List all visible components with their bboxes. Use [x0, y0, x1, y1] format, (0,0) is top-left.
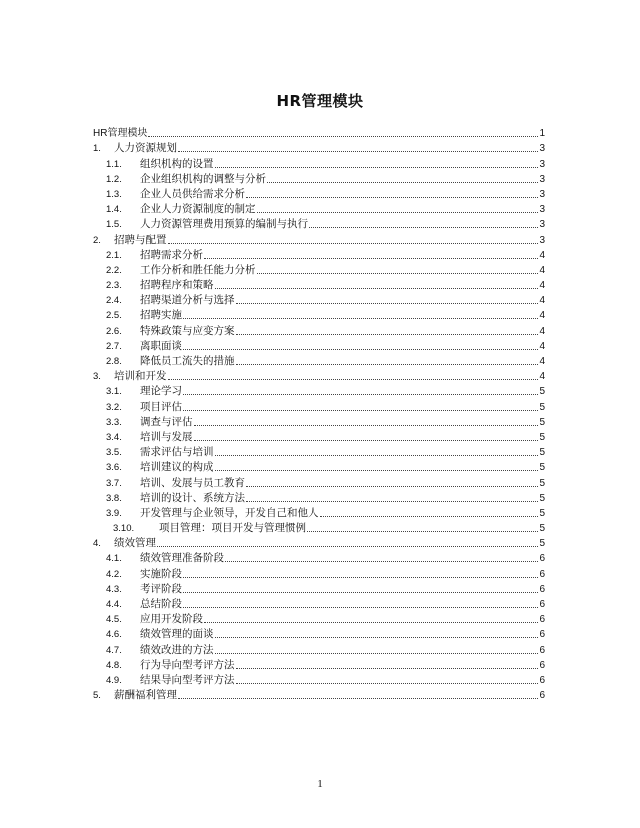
toc-entry-number: 2.2. — [106, 264, 122, 276]
toc-leader-dots — [246, 485, 538, 487]
toc-leader-dots — [215, 469, 539, 471]
toc-entry-label: 招聘渠道分析与选择 — [140, 294, 235, 307]
toc-entry-label: 绩效管理准备阶段 — [140, 552, 224, 565]
toc-entry[interactable] — [93, 383, 545, 398]
toc-leader-dots — [215, 636, 539, 638]
toc-leader-dots — [183, 576, 538, 578]
toc-entry-label: 离职面谈 — [140, 339, 182, 352]
toc-entry[interactable] — [93, 565, 545, 580]
toc-entry[interactable] — [93, 581, 545, 596]
toc-entry-number: 3.10. — [113, 523, 135, 535]
toc-entry[interactable] — [93, 657, 545, 672]
toc-entry-page: 3 — [539, 234, 545, 246]
toc-entry-page: 5 — [539, 492, 545, 504]
toc-entry-page: 1 — [539, 128, 545, 140]
toc-entry[interactable] — [93, 444, 545, 459]
toc-entry-page: 5 — [539, 507, 545, 519]
toc-entry-number: 2.4. — [106, 295, 122, 307]
toc-leader-dots — [236, 333, 539, 335]
toc-entry-label: 调查与评估 — [140, 415, 193, 428]
toc-entry-label: 降低员工流失的措施 — [140, 355, 235, 367]
toc-entry[interactable] — [93, 353, 545, 368]
toc-entry[interactable] — [93, 641, 545, 656]
toc-leader-dots — [215, 454, 539, 456]
toc-entry[interactable] — [93, 490, 545, 505]
toc-leader-dots — [204, 621, 538, 623]
toc-leader-dots — [183, 393, 538, 395]
toc-entry[interactable] — [93, 322, 545, 337]
toc-entry-label: 企业人力资源制度的制定 — [140, 203, 256, 216]
toc-entry-label: 考评阶段 — [140, 582, 182, 595]
toc-leader-dots — [320, 515, 539, 517]
toc-entry[interactable] — [93, 550, 545, 565]
toc-entry-page: 5 — [539, 523, 545, 535]
toc-entry-page: 6 — [539, 690, 545, 702]
toc-entry-page: 3 — [539, 173, 545, 185]
toc-leader-dots — [215, 652, 539, 654]
toc-entry-label: 培训的设计、系统方法 — [140, 491, 245, 504]
toc-entry-number: 4.5. — [106, 614, 122, 626]
toc-entry-label: 结果导向型考评方法 — [140, 673, 235, 686]
toc-entry-page: 4 — [539, 264, 545, 276]
toc-entry-page: 3 — [539, 158, 545, 170]
toc-leader-dots — [183, 317, 538, 319]
table-of-contents — [93, 125, 545, 702]
toc-entry-page: 6 — [539, 553, 545, 565]
toc-entry-number: 4. — [93, 538, 101, 550]
toc-entry[interactable] — [93, 474, 545, 489]
toc-entry-number: 4.7. — [106, 644, 122, 656]
toc-entry-label: 绩效改进的方法 — [140, 643, 214, 656]
toc-leader-dots — [236, 682, 539, 684]
toc-entry-number: 3.5. — [106, 447, 122, 459]
page-number: 1 — [317, 778, 323, 790]
toc-entry-label: 薪酬福利管理 — [114, 689, 177, 702]
toc-entry-number: 2.8. — [106, 356, 122, 367]
document-title: HR管理模块 — [276, 92, 364, 110]
toc-entry-page: 5 — [539, 431, 545, 443]
toc-entry-label: 人力资源管理费用预算的编制与执行 — [140, 218, 308, 231]
toc-entry-number: 3.1. — [106, 386, 122, 398]
toc-entry-number: 2.7. — [106, 340, 122, 352]
toc-leader-dots — [267, 181, 538, 183]
toc-entry-number: 4.2. — [106, 568, 122, 580]
toc-leader-dots — [307, 530, 538, 532]
toc-leader-dots — [246, 500, 538, 502]
toc-entry-number: 2.3. — [106, 280, 122, 292]
toc-entry-page: 3 — [539, 188, 545, 200]
toc-entry[interactable] — [93, 140, 545, 155]
toc-entry[interactable] — [93, 186, 545, 201]
toc-entry-label: 项目管理：项目开发与管理惯例 — [159, 522, 306, 535]
toc-leader-dots — [178, 697, 538, 699]
toc-leader-dots — [225, 560, 538, 562]
toc-entry-number: 4.3. — [106, 583, 122, 595]
toc-entry-page: 4 — [539, 249, 545, 261]
toc-entry-label: 培训、发展与员工教育 — [140, 476, 245, 489]
toc-entry-page: 6 — [539, 614, 545, 626]
toc-entry-label: 特殊政策与应变方案 — [140, 324, 235, 337]
toc-entry-label: 招聘需求分析 — [140, 248, 203, 261]
toc-leader-dots — [204, 257, 538, 259]
toc-entry-page: 6 — [539, 659, 545, 671]
toc-entry[interactable] — [93, 429, 545, 444]
toc-entry-label: 绩效管理 — [114, 537, 156, 550]
toc-entry-page: 5 — [539, 401, 545, 413]
toc-entry-label: 组织机构的设置 — [140, 157, 214, 170]
toc-entry[interactable] — [93, 368, 545, 383]
toc-entry-number: 1.3. — [106, 188, 122, 200]
toc-entry-label: 培训与发展 — [140, 430, 193, 443]
toc-leader-dots — [257, 272, 539, 274]
toc-entry-label: 开发管理与企业领导，开发自己和他人 — [140, 506, 319, 519]
toc-entry[interactable] — [93, 155, 545, 170]
toc-entry-number: 3.3. — [106, 416, 122, 428]
toc-leader-dots — [236, 363, 539, 365]
toc-leader-dots — [236, 302, 539, 304]
toc-entry-label: 应用开发阶段 — [140, 613, 203, 626]
toc-entry-label: 总结阶段 — [140, 598, 182, 610]
toc-entry-label: HR管理模块 — [93, 128, 148, 140]
toc-entry-page: 5 — [539, 416, 545, 428]
toc-entry-number: 1.1. — [106, 158, 122, 170]
toc-entry-page: 3 — [539, 219, 545, 231]
toc-entry-page: 5 — [539, 462, 545, 474]
toc-leader-dots — [183, 348, 538, 350]
toc-entry[interactable] — [93, 216, 545, 231]
toc-entry-label: 企业组织机构的调整与分析 — [140, 172, 266, 185]
toc-leader-dots — [246, 196, 538, 198]
toc-entry-label: 招聘实施 — [140, 309, 182, 322]
toc-entry-label: 招聘程序和策略 — [140, 279, 214, 292]
toc-entry-number: 4.6. — [106, 629, 122, 641]
toc-entry-page: 6 — [539, 568, 545, 580]
toc-entry[interactable] — [93, 247, 545, 262]
toc-entry-label: 绩效管理的面谈 — [140, 628, 214, 641]
toc-leader-dots — [148, 135, 538, 137]
toc-entry-label: 行为导向型考评方法 — [140, 658, 235, 671]
toc-entry[interactable] — [93, 125, 545, 140]
toc-entry-number: 2.6. — [106, 325, 122, 337]
toc-leader-dots — [194, 424, 539, 426]
toc-entry-number: 3.9. — [106, 507, 122, 519]
toc-leader-dots — [309, 226, 538, 228]
toc-entry-number: 4.1. — [106, 553, 122, 565]
toc-entry[interactable] — [93, 171, 545, 186]
toc-leader-dots — [215, 166, 539, 168]
toc-leader-dots — [215, 287, 539, 289]
toc-entry-number: 2.5. — [106, 310, 122, 322]
toc-entry-page: 5 — [539, 477, 545, 489]
toc-leader-dots — [183, 606, 538, 608]
toc-entry-label: 实施阶段 — [140, 567, 182, 580]
toc-entry-page: 4 — [539, 280, 545, 292]
toc-entry[interactable] — [93, 611, 545, 626]
toc-entry-number: 1. — [93, 143, 101, 155]
toc-entry-label: 理论学习 — [140, 385, 182, 398]
toc-entry[interactable] — [93, 262, 545, 277]
toc-entry-number: 3.4. — [106, 431, 122, 443]
toc-entry-label: 项目评估 — [140, 400, 182, 413]
toc-entry[interactable] — [93, 307, 545, 322]
toc-leader-dots — [236, 667, 539, 669]
toc-entry-label: 人力资源规划 — [114, 142, 177, 155]
toc-entry[interactable] — [93, 505, 545, 520]
toc-entry-page: 6 — [539, 674, 545, 686]
toc-entry-number: 1.5. — [106, 219, 122, 231]
toc-entry[interactable] — [93, 535, 545, 550]
toc-leader-dots — [168, 378, 539, 380]
toc-entry-page: 4 — [539, 310, 545, 322]
toc-entry[interactable] — [93, 414, 545, 429]
toc-entry-number: 4.4. — [106, 599, 122, 610]
toc-entry-number: 2. — [93, 234, 101, 246]
toc-entry[interactable] — [93, 277, 545, 292]
toc-entry-page: 6 — [539, 583, 545, 595]
toc-entry-number: 3.7. — [106, 477, 122, 489]
toc-entry-page: 6 — [539, 599, 545, 610]
toc-entry[interactable] — [93, 398, 545, 413]
toc-entry-number: 3. — [93, 371, 101, 383]
toc-entry-label: 培训和开发 — [114, 370, 167, 383]
toc-entry-label: 需求评估与培训 — [140, 446, 214, 459]
toc-entry[interactable] — [93, 687, 545, 702]
toc-entry[interactable] — [93, 672, 545, 687]
toc-leader-dots — [194, 439, 539, 441]
toc-entry-number: 4.8. — [106, 659, 122, 671]
toc-entry-page: 3 — [539, 143, 545, 155]
toc-entry[interactable] — [93, 596, 545, 611]
toc-leader-dots — [183, 409, 538, 411]
toc-entry[interactable] — [93, 231, 545, 246]
toc-entry-page: 5 — [539, 386, 545, 398]
toc-entry-page: 4 — [539, 371, 545, 383]
toc-entry-page: 6 — [539, 644, 545, 656]
toc-entry[interactable] — [93, 201, 545, 216]
toc-entry[interactable] — [93, 338, 545, 353]
toc-entry-page: 4 — [539, 356, 545, 367]
toc-leader-dots — [178, 150, 538, 152]
toc-entry-label: 企业人员供给需求分析 — [140, 187, 245, 200]
toc-leader-dots — [183, 591, 538, 593]
toc-entry-page: 4 — [539, 295, 545, 307]
toc-entry-page: 5 — [539, 447, 545, 459]
toc-entry-number: 2.1. — [106, 249, 122, 261]
toc-entry[interactable] — [93, 459, 545, 474]
toc-leader-dots — [157, 545, 538, 547]
toc-entry-page: 4 — [539, 325, 545, 337]
toc-entry-number: 1.2. — [106, 173, 122, 185]
toc-entry[interactable] — [93, 520, 545, 535]
toc-entry-number: 3.6. — [106, 462, 122, 474]
toc-leader-dots — [257, 211, 539, 213]
toc-entry-page: 6 — [539, 629, 545, 641]
toc-entry[interactable] — [93, 626, 545, 641]
toc-entry-page: 5 — [539, 538, 545, 550]
toc-entry-number: 5. — [93, 690, 101, 702]
toc-entry-number: 3.8. — [106, 492, 122, 504]
toc-entry-number: 4.9. — [106, 674, 122, 686]
toc-entry-number: 1.4. — [106, 204, 122, 216]
toc-entry-page: 3 — [539, 204, 545, 216]
toc-entry[interactable] — [93, 292, 545, 307]
toc-entry-number: 3.2. — [106, 401, 122, 413]
toc-entry-label: 工作分析和胜任能力分析 — [140, 263, 256, 276]
toc-entry-label: 招聘与配置 — [114, 233, 167, 246]
toc-entry-label: 培训建议的构成 — [140, 461, 214, 474]
toc-leader-dots — [168, 242, 539, 244]
toc-entry-page: 4 — [539, 340, 545, 352]
